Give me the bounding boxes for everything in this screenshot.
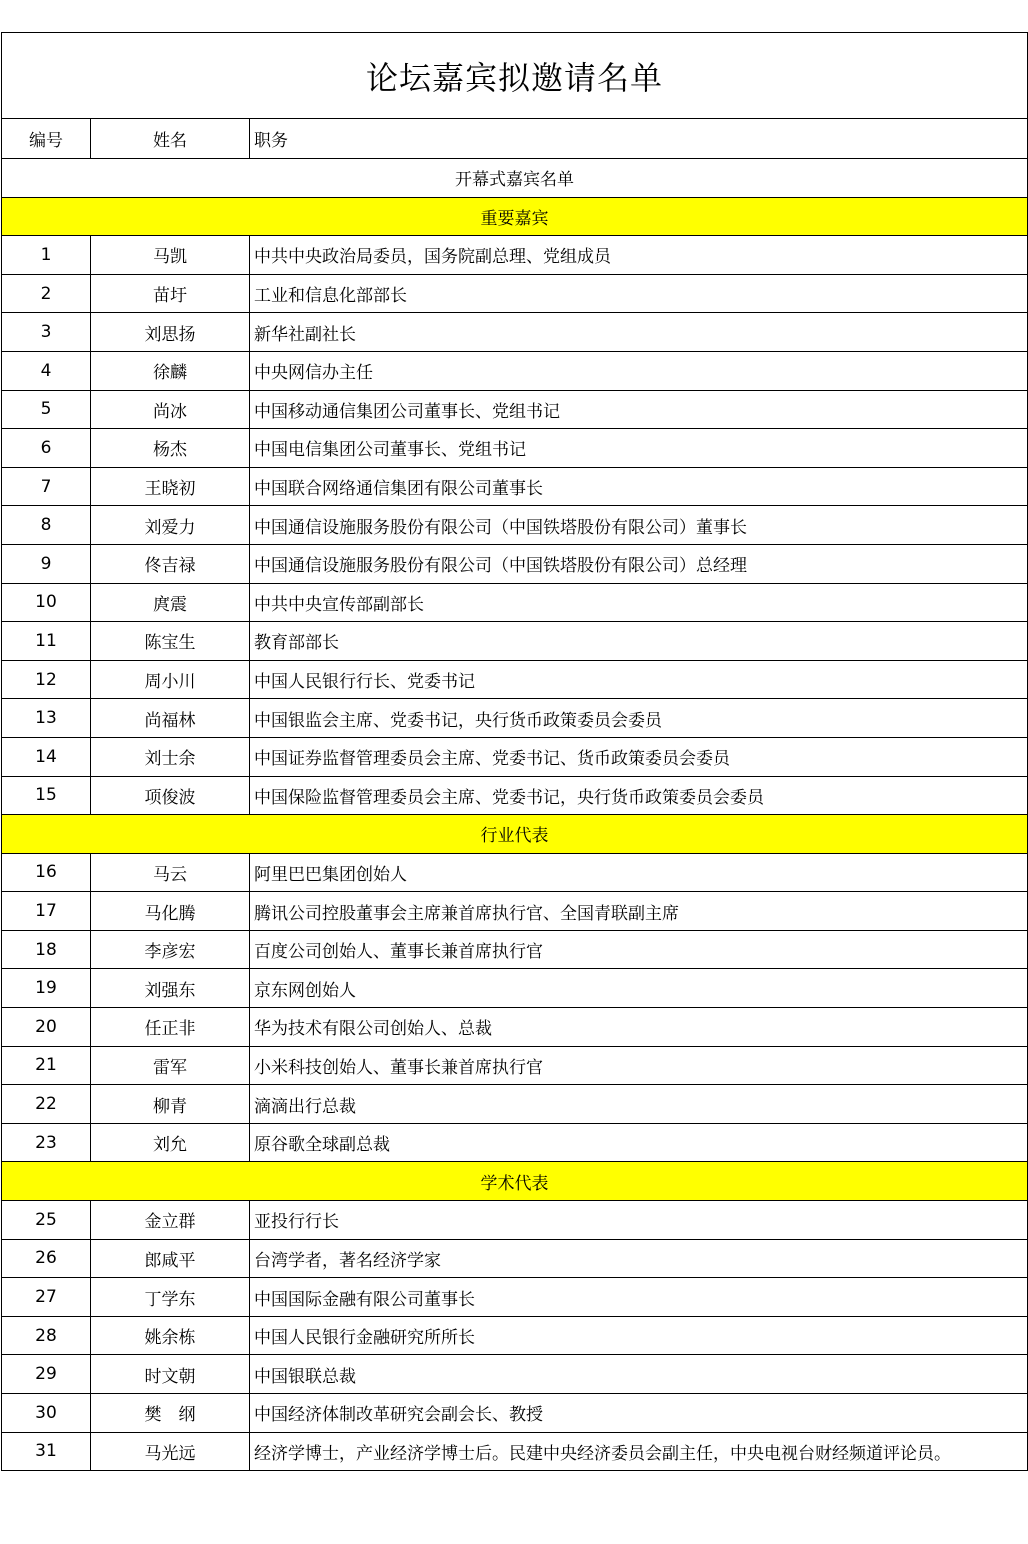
guest-name: 周小川 — [91, 660, 250, 699]
row-number: 28 — [2, 1316, 91, 1355]
guest-name: 雷军 — [91, 1046, 250, 1085]
table-row — [2, 1394, 1028, 1433]
header-position: 职务 — [250, 119, 1028, 159]
row-number: 21 — [2, 1046, 91, 1085]
guest-position: 中共中央宣传部副部长 — [250, 583, 1028, 622]
guest-position: 百度公司创始人、董事长兼首席执行官 — [250, 930, 1028, 969]
table-row — [2, 236, 1028, 275]
guest-name: 项俊波 — [91, 776, 250, 815]
table-row — [2, 892, 1028, 931]
guest-name: 时文朝 — [91, 1355, 250, 1394]
table-row — [2, 622, 1028, 661]
row-number: 17 — [2, 892, 91, 931]
guest-position: 中国经济体制改革研究会副会长、教授 — [250, 1394, 1028, 1433]
row-number: 31 — [2, 1432, 91, 1471]
row-number: 13 — [2, 699, 91, 738]
row-number: 20 — [2, 1008, 91, 1047]
guest-name: 姚余栋 — [91, 1316, 250, 1355]
header-name: 姓名 — [91, 119, 250, 159]
table-row — [2, 274, 1028, 313]
guest-position: 经济学博士，产业经济学博士后。民建中央经济委员会副主任，中央电视台财经频道评论员。 — [250, 1432, 1028, 1471]
guest-position: 中国人民银行金融研究所所长 — [250, 1316, 1028, 1355]
header-num: 编号 — [2, 119, 91, 159]
row-number: 27 — [2, 1278, 91, 1317]
guest-position: 中国人民银行行长、党委书记 — [250, 660, 1028, 699]
guest-name: 樊 纲 — [91, 1394, 250, 1433]
table-row — [2, 1008, 1028, 1047]
sheet-title: 论坛嘉宾拟邀请名单 — [2, 33, 1028, 119]
row-number: 12 — [2, 660, 91, 699]
row-number: 8 — [2, 506, 91, 545]
category-label: 行业代表 — [2, 815, 1028, 854]
section-title: 开幕式嘉宾名单 — [2, 159, 1028, 198]
guest-name: 马云 — [91, 853, 250, 892]
row-number: 26 — [2, 1239, 91, 1278]
guest-name: 苗圩 — [91, 274, 250, 313]
guest-name: 郎咸平 — [91, 1239, 250, 1278]
table-row — [2, 930, 1028, 969]
guest-position: 中国电信集团公司董事长、党组书记 — [250, 429, 1028, 468]
row-number: 16 — [2, 853, 91, 892]
category-row — [2, 197, 1028, 236]
guest-position: 工业和信息化部部长 — [250, 274, 1028, 313]
row-number: 9 — [2, 544, 91, 583]
table-row — [2, 313, 1028, 352]
row-number: 3 — [2, 313, 91, 352]
guest-position: 原谷歌全球副总裁 — [250, 1123, 1028, 1162]
guest-name: 任正非 — [91, 1008, 250, 1047]
guest-name: 王晓初 — [91, 467, 250, 506]
table-row — [2, 1316, 1028, 1355]
row-number: 14 — [2, 737, 91, 776]
row-number: 5 — [2, 390, 91, 429]
row-number: 11 — [2, 622, 91, 661]
row-number: 30 — [2, 1394, 91, 1433]
table-row — [2, 1085, 1028, 1124]
guest-name: 杨杰 — [91, 429, 250, 468]
table-row — [2, 1201, 1028, 1240]
category-row — [2, 1162, 1028, 1201]
table-row — [2, 1046, 1028, 1085]
guest-position: 滴滴出行总裁 — [250, 1085, 1028, 1124]
guest-position: 亚投行行长 — [250, 1201, 1028, 1240]
guest-name: 李彦宏 — [91, 930, 250, 969]
row-number: 7 — [2, 467, 91, 506]
guest-name: 刘爱力 — [91, 506, 250, 545]
category-label: 学术代表 — [2, 1162, 1028, 1201]
guest-position: 中国通信设施服务股份有限公司（中国铁塔股份有限公司）总经理 — [250, 544, 1028, 583]
row-number: 10 — [2, 583, 91, 622]
guest-position: 华为技术有限公司创始人、总裁 — [250, 1008, 1028, 1047]
guest-name: 柳青 — [91, 1085, 250, 1124]
category-row — [2, 815, 1028, 854]
guest-list-table — [1, 32, 1028, 1471]
table-row — [2, 969, 1028, 1008]
guest-position: 阿里巴巴集团创始人 — [250, 853, 1028, 892]
table-row — [2, 699, 1028, 738]
category-label: 重要嘉宾 — [2, 197, 1028, 236]
guest-position: 中国银联总裁 — [250, 1355, 1028, 1394]
table-row — [2, 351, 1028, 390]
title-row — [2, 33, 1028, 119]
guest-position: 中国保险监督管理委员会主席、党委书记，央行货币政策委员会委员 — [250, 776, 1028, 815]
table-row — [2, 1355, 1028, 1394]
guest-position: 中央网信办主任 — [250, 351, 1028, 390]
guest-position: 教育部部长 — [250, 622, 1028, 661]
table-row — [2, 1239, 1028, 1278]
header-row — [2, 119, 1028, 159]
table-row — [2, 1123, 1028, 1162]
table-row — [2, 583, 1028, 622]
guest-position: 中国证券监督管理委员会主席、党委书记、货币政策委员会委员 — [250, 737, 1028, 776]
section-row — [2, 159, 1028, 198]
table-row — [2, 544, 1028, 583]
guest-position: 中国移动通信集团公司董事长、党组书记 — [250, 390, 1028, 429]
row-number: 4 — [2, 351, 91, 390]
guest-name: 丁学东 — [91, 1278, 250, 1317]
table-row — [2, 776, 1028, 815]
guest-name: 尚冰 — [91, 390, 250, 429]
table-row — [2, 390, 1028, 429]
guest-name: 马凯 — [91, 236, 250, 275]
table-row — [2, 1432, 1028, 1471]
guest-name: 刘强东 — [91, 969, 250, 1008]
table-row — [2, 429, 1028, 468]
guest-name: 陈宝生 — [91, 622, 250, 661]
guest-position: 台湾学者，著名经济学家 — [250, 1239, 1028, 1278]
guest-name: 金立群 — [91, 1201, 250, 1240]
guest-name: 刘允 — [91, 1123, 250, 1162]
row-number: 29 — [2, 1355, 91, 1394]
guest-position: 新华社副社长 — [250, 313, 1028, 352]
row-number: 22 — [2, 1085, 91, 1124]
row-number: 1 — [2, 236, 91, 275]
guest-name: 刘思扬 — [91, 313, 250, 352]
table-row — [2, 467, 1028, 506]
guest-position: 腾讯公司控股董事会主席兼首席执行官、全国青联副主席 — [250, 892, 1028, 931]
row-number: 15 — [2, 776, 91, 815]
table-row — [2, 737, 1028, 776]
guest-position: 中国通信设施服务股份有限公司（中国铁塔股份有限公司）董事长 — [250, 506, 1028, 545]
row-number: 2 — [2, 274, 91, 313]
table-row — [2, 660, 1028, 699]
row-number: 23 — [2, 1123, 91, 1162]
row-number: 18 — [2, 930, 91, 969]
guest-position: 中国国际金融有限公司董事长 — [250, 1278, 1028, 1317]
guest-position: 中国银监会主席、党委书记，央行货币政策委员会委员 — [250, 699, 1028, 738]
table-row — [2, 506, 1028, 545]
guest-position: 中共中央政治局委员，国务院副总理、党组成员 — [250, 236, 1028, 275]
row-number: 19 — [2, 969, 91, 1008]
guest-name: 刘士余 — [91, 737, 250, 776]
guest-name: 马化腾 — [91, 892, 250, 931]
table-row — [2, 853, 1028, 892]
guest-position: 京东网创始人 — [250, 969, 1028, 1008]
row-number: 6 — [2, 429, 91, 468]
guest-position: 小米科技创始人、董事长兼首席执行官 — [250, 1046, 1028, 1085]
row-number: 25 — [2, 1201, 91, 1240]
guest-name: 尚福林 — [91, 699, 250, 738]
guest-name: 徐麟 — [91, 351, 250, 390]
guest-name: 佟吉禄 — [91, 544, 250, 583]
guest-name: 庹震 — [91, 583, 250, 622]
guest-position: 中国联合网络通信集团有限公司董事长 — [250, 467, 1028, 506]
table-row — [2, 1278, 1028, 1317]
guest-name: 马光远 — [91, 1432, 250, 1471]
